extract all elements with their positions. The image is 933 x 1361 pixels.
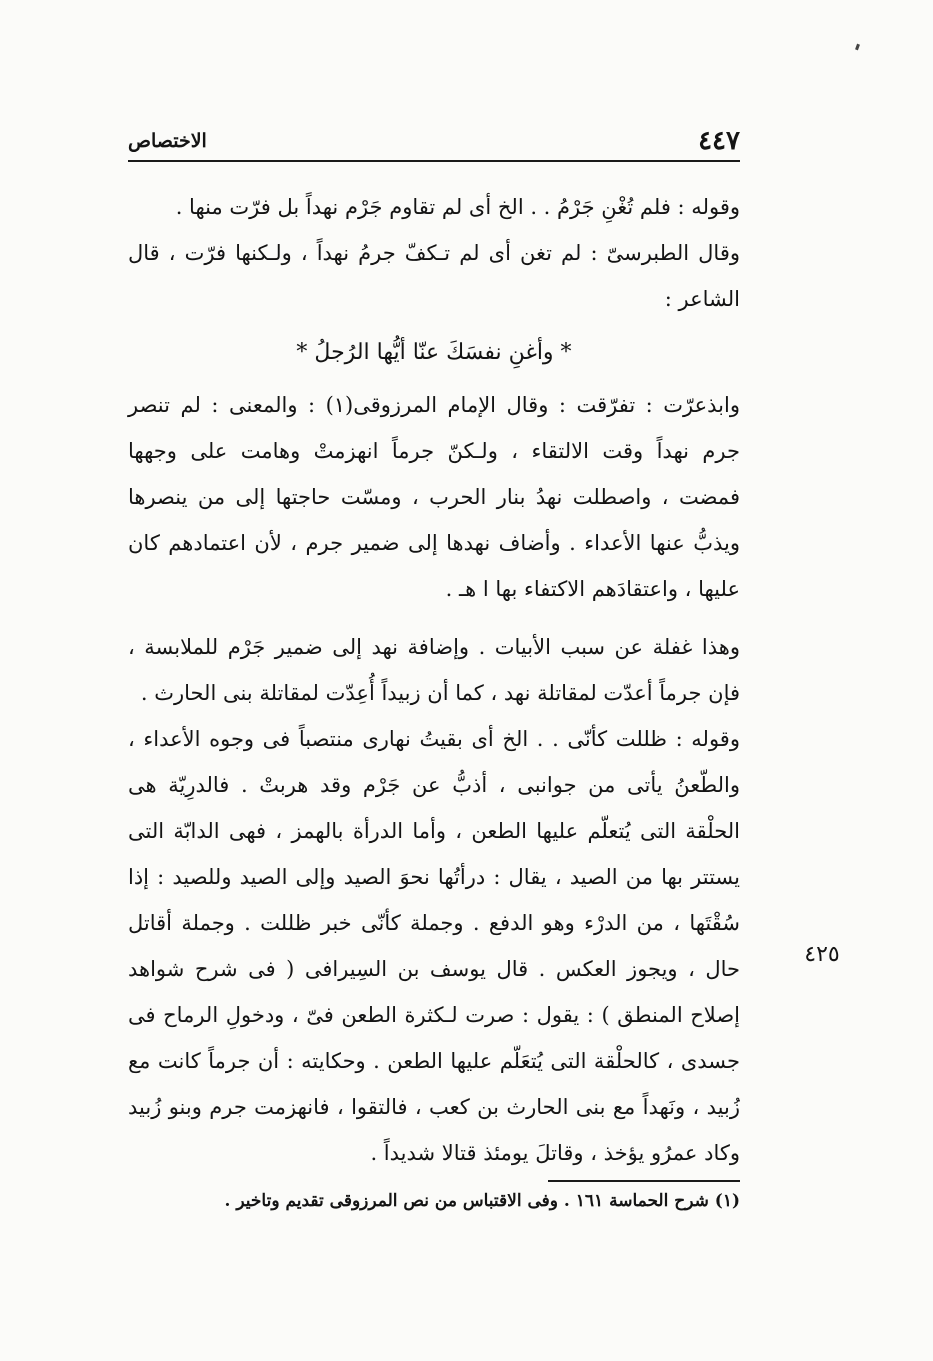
running-title: الاختصاص [128, 130, 207, 152]
paragraph-4: وقوله : ظللت كأنّى . . الخ أى بقيتُ نهارى منتصباً فى وجوه الأعداء ، والطّعنُ يأتى من جوانبى ، أذبُّ عن جَرْم وقد هربتْ . فالدرِيّة هى الحلْقة التى يُتعلّم عليها الطعن ، وأما الدرأة بالهمز ، فهى الدابّة التى يستتر بها من الصيد ، يقال : درأتُها نحوَ الصيد وإلى الصيد وللصيد : إذا سُقْتَها ، من الدرْء وهو الدفع . وجملة كأنّى خبر ظللت . وجملة أقاتل حال ، ويجوز العكس . قال يوسف بن السِيرافى ( فى شرح شواهد إصلاح المنطق ) : يقول : صرت لـكثرة الطعن فىّ ، ودخولِ الرماح فى جسدى ، كالحلْقة التى يُتعَلّم عليها الطعن . وحكايته : أن جرماً كانت مع زُبيد ، ونَهداً مع بنى الحارث بن كعب ، فالتقوا ، فانهزمت جرم وبنو زُبيد وكاد عمرُو يؤخذ ، وقاتلَ يومئذ قتالا شديداً . [128, 727, 740, 1165]
verse-line: * وأغنِ نفسَكَ عنّا أيُّها الرُجلُ * [296, 340, 572, 365]
paragraph-gap [128, 612, 740, 624]
scan-speck [855, 44, 860, 51]
margin-reference-number: ٤٢٥ [804, 942, 840, 967]
paragraph-3: وهذا غفلة عن سبب الأبيات . وإضافة نهد إلى ضمير جَرْم للملابسة ، فإن جرماً أعدّت لمقاتلة نهد ، كما أن زبيداً أُعِدّت لمقاتلة بنى الحارث . [128, 635, 740, 705]
paragraph-1-line-2: وقال الطبرسىّ : لم تغن أى لم تـكفّ جرمُ نهداً ، ولـكنها فرّت ، قال الشاعر : [128, 241, 740, 311]
paragraph-2: وابذعرّت : تفرّقت : وقال الإمام المرزوقى(١) : والمعنى : لم تنصر جرم نهداً وقت الالتقاء ، ولـكنّ جرماً انهزمتْ وهامت على وجهها فمضت ، واصطلت نهدُ بنار الحرب ، ومسّت حاجتها إلى من ينصرها ويذبُّ عنها الأعداء . وأضاف نهدها إلى ضمير جرم ، لأن اعتمادهم كان عليها ، واعتقادَهم الاكتفاء بها ا هـ . [128, 393, 741, 601]
footnote: (١) شرح الحماسة ١٦١ . وفى الاقتباس من نص المرزوقى تقديم وتاخير . [224, 1191, 740, 1211]
header-rule [128, 160, 740, 162]
main-text [128, 184, 740, 1176]
page-number: ٤٤٧ [698, 126, 740, 156]
footnote-rule [548, 1180, 740, 1182]
page-header [128, 124, 740, 158]
paragraph-1-line-1: وقوله : فلم تُغْنِ جَرْمُ . . الخ أى لم تقاوم جَرْم نهداً بل فرّت منها . [175, 195, 740, 219]
